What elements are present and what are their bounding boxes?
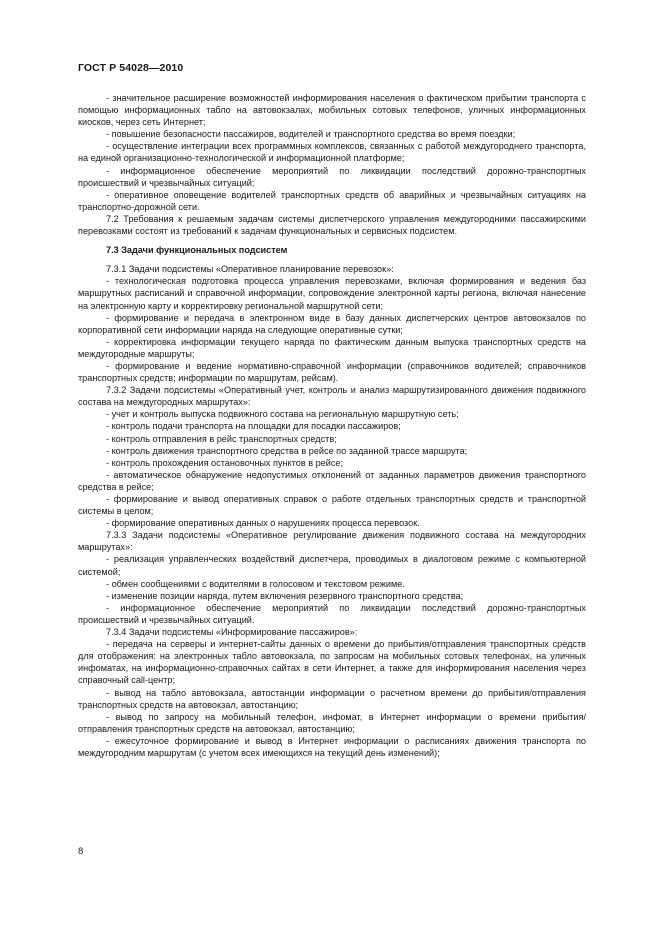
paragraph: - ежесуточное формирование и вывод в Интернет информации о расписаниях движения транспорта по междугородним маршрутам (с учетом всех имеющихся на текущий день изменений);	[78, 735, 586, 758]
paragraph: - вывод по запросу на мобильный телефон, инфомат, в Интернет информации о времени прибытия/отправления транспортных средств на автовокзал, автостанцию;	[78, 711, 586, 734]
page-number: 8	[78, 846, 84, 857]
paragraph: 7.3.3 Задачи подсистемы «Оперативное регулирование движения подвижного состава на междугородних маршрутах»:	[78, 530, 586, 553]
paragraph: - реализация управленческих воздействий диспетчера, проводимых в диалоговом режиме с компьютерной системой;	[78, 554, 586, 577]
paragraph: - контроль отправления в рейс транспортных средств;	[106, 433, 337, 444]
paragraph: - автоматическое обнаружение недопустимых отклонений от заданных параметров движения транспортного средства в рейсе;	[78, 469, 586, 492]
paragraph: - осуществление интеграции всех программных комплексов, связанных с работой междугороднего транспорта, на единой организационно-технологической и информационной платформе;	[78, 141, 586, 164]
paragraph: - формирование и передача в электронном виде в базу данных диспетчерских центров автовокзалов по корпоративной сети информации наряда на следующие оперативные сутки;	[78, 312, 586, 335]
paragraph: - формирование и вывод оперативных справок о работе отдельных транспортных средств и транспортной системы в целом;	[78, 494, 586, 517]
paragraph: - корректировка информации текущего наряда по фактическим данным выпуска транспортных средств на междугородные маршруты;	[78, 336, 586, 359]
section-heading: 7.3 Задачи функциональных подсистем	[106, 245, 288, 256]
paragraph: - повышение безопасности пассажиров, водителей и транспортного средства во время поездки;	[106, 129, 516, 140]
paragraph: 7.3.1 Задачи подсистемы «Оперативное планирование перевозок»:	[106, 264, 394, 275]
paragraph: - информационное обеспечение мероприятий по ликвидации последствий дорожно-транспортных происшествий и чрезвычайных ситуаций;	[78, 165, 586, 188]
paragraph: 7.2 Требования к решаемым задачам системы диспетчерского управления междугородними пассажирскими перевозками состоят из требований к задачам функциональных и сервисных подсистем.	[78, 213, 586, 237]
paragraph: - контроль прохождения остановочных пунктов в рейсе;	[106, 457, 344, 468]
paragraph: - формирование оперативных данных о нарушениях процесса перевозок.	[106, 518, 420, 529]
paragraph: - изменение позиции наряда, путем включения резервного транспортного средства;	[106, 590, 464, 601]
paragraph: - технологическая подготовка процесса управления перевозками, включая формирования и ведения баз маршрутных расписаний и справочной информации, сопровождение электронной карты региона, включая нанесение на электронную карту и корректировку региональной маршрутной сети;	[78, 276, 586, 311]
paragraph: 7.3.4 Задачи подсистемы «Информирование пассажиров»:	[106, 627, 358, 638]
paragraph: - передача на серверы и интернет-сайты данных о времени до прибытия/отправления транспортных средств для отображения: на электронных табло автовокзала, по запросам на мобильных сотовых телефонах, на уличных инфоматах, на информационно-справочных сайтах в сети Интернет, а также для информирования населения через справочный call-центр;	[78, 639, 586, 686]
paragraph: - учет и контроль выпуска подвижного состава на региональную маршрутную сеть;	[106, 409, 459, 420]
paragraph: - значительное расширение возможностей информирования населения о фактическом прибытии транспорта с помощью информационных табло на автовокзалах, мобильных сотовых телефонов, уличных информационных киосков, через сеть Интернет;	[78, 93, 586, 128]
paragraph: - формирование и ведение нормативно-справочной информации (справочников водителей; справочников транспортных средств; информации по маршрутам, рейсам).	[78, 360, 586, 384]
paragraph: - обмен сообщениями с водителями в голосовом и текстовом режиме.	[106, 578, 405, 589]
document-header: ГОСТ Р 54028—2010	[78, 62, 184, 74]
paragraph: 7.3.2 Задачи подсистемы «Оперативный учет, контроль и анализ маршрутизированного движения подвижного состава на междугородных маршрутах»:	[78, 385, 586, 408]
paragraph: - оперативное оповещение водителей транспортных средств об аварийных и чрезвычайных ситуациях на транспортно-дорожной сети.	[78, 189, 586, 212]
document-body	[78, 92, 586, 759]
paragraph: - контроль подачи транспорта на площадки для посадки пассажиров;	[106, 421, 401, 432]
paragraph: - контроль движения транспортного средства в рейсе по заданной трассе маршрута;	[106, 445, 468, 456]
paragraph: - вывод на табло автовокзала, автостанции информации о расчетном времени до прибытия/отправления транспортных средств на автовокзал, автостанцию;	[78, 687, 586, 710]
paragraph: - информационное обеспечение мероприятий по ликвидации последствий дорожно-транспортных происшествий и чрезвычайных ситуаций.	[78, 602, 586, 625]
